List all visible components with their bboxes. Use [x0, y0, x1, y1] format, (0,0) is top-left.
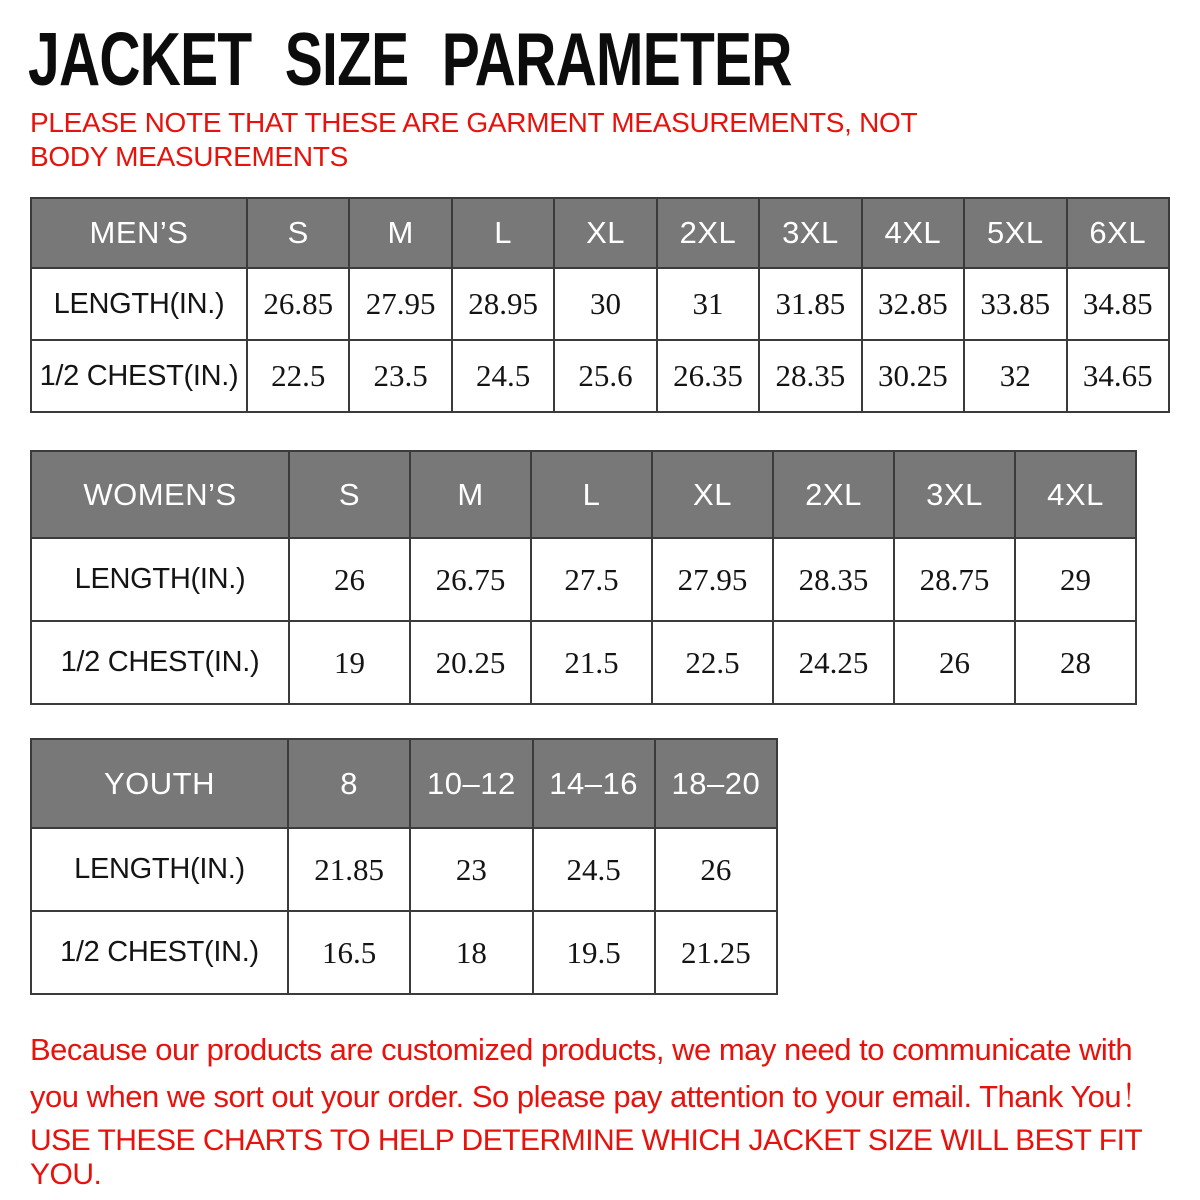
measurement-value-cell: 28.35 [759, 340, 861, 412]
measurement-value-cell: 16.5 [288, 911, 410, 994]
womens-size-table [30, 450, 1137, 705]
measurement-value-cell: 28.75 [894, 538, 1015, 621]
size-column-header-cell: L [531, 451, 652, 538]
page-title: JACKET SIZE PARAMETER [28, 17, 792, 101]
measurement-value-cell: 21.25 [655, 911, 777, 994]
size-column-header-cell: 10–12 [410, 739, 532, 828]
measurement-value-cell: 33.85 [964, 268, 1066, 340]
measurement-value-cell: 27.95 [652, 538, 773, 621]
mens-table-grid [30, 197, 1170, 413]
table-row [31, 911, 777, 994]
measurement-value-cell: 34.65 [1067, 340, 1170, 412]
measurement-value-cell: 24.5 [452, 340, 554, 412]
measurement-value-cell: 31.85 [759, 268, 861, 340]
size-column-header-cell: 2XL [773, 451, 894, 538]
measurement-value-cell: 24.5 [533, 828, 655, 911]
size-column-header-cell: 8 [288, 739, 410, 828]
table-row [31, 538, 1136, 621]
youth-table-title-cell: YOUTH [31, 739, 288, 828]
measurement-value-cell: 34.85 [1067, 268, 1170, 340]
size-column-header-cell: 18–20 [655, 739, 777, 828]
measurement-value-cell: 23 [410, 828, 532, 911]
measurement-value-cell: 27.95 [349, 268, 451, 340]
row-label-cell: 1/2 CHEST(IN.) [31, 621, 289, 704]
mens-size-table [30, 197, 1170, 413]
size-column-header-cell: 6XL [1067, 198, 1170, 268]
womens-table-grid [30, 450, 1137, 705]
table-row [31, 340, 1169, 412]
size-column-header-cell: 4XL [1015, 451, 1136, 538]
measurement-value-cell: 28.95 [452, 268, 554, 340]
row-label-cell: LENGTH(IN.) [31, 828, 288, 911]
measurement-value-cell: 26 [289, 538, 410, 621]
table-row [31, 621, 1136, 704]
measurement-value-cell: 26.75 [410, 538, 531, 621]
measurement-value-cell: 20.25 [410, 621, 531, 704]
size-column-header-cell: XL [554, 198, 656, 268]
size-column-header-cell: 3XL [759, 198, 861, 268]
measurement-value-cell: 32.85 [862, 268, 964, 340]
measurement-value-cell: 21.85 [288, 828, 410, 911]
size-column-header-cell: S [247, 198, 349, 268]
measurement-value-cell: 25.6 [554, 340, 656, 412]
measurement-value-cell: 26.85 [247, 268, 349, 340]
measurement-value-cell: 21.5 [531, 621, 652, 704]
measurement-value-cell: 30.25 [862, 340, 964, 412]
size-column-header-cell: 2XL [657, 198, 759, 268]
row-label-cell: LENGTH(IN.) [31, 538, 289, 621]
measurement-value-cell: 19 [289, 621, 410, 704]
size-column-header-cell: 14–16 [533, 739, 655, 828]
measurement-value-cell: 22.5 [652, 621, 773, 704]
garment-measurement-note: PLEASE NOTE THAT THESE ARE GARMENT MEASUREMENTS, NOT BODY MEASUREMENTS [30, 107, 917, 172]
size-column-header-cell: 3XL [894, 451, 1015, 538]
size-column-header-cell: 4XL [862, 198, 964, 268]
measurement-value-cell: 31 [657, 268, 759, 340]
measurement-value-cell: 26 [894, 621, 1015, 704]
size-column-header-cell: 5XL [964, 198, 1066, 268]
measurement-value-cell: 22.5 [247, 340, 349, 412]
womens-table-title-cell: WOMEN’S [31, 451, 289, 538]
measurement-value-cell: 32 [964, 340, 1066, 412]
custom-order-notice: Because our products are customized products, we may need to communicate with you when we sort out your order. So please pay attention to your email. Thank You！ [30, 1032, 1152, 1114]
size-column-header-cell: L [452, 198, 554, 268]
measurement-value-cell: 23.5 [349, 340, 451, 412]
size-column-header-cell: XL [652, 451, 773, 538]
row-label-cell: LENGTH(IN.) [31, 268, 247, 340]
measurement-value-cell: 30 [554, 268, 656, 340]
row-label-cell: 1/2 CHEST(IN.) [31, 911, 288, 994]
measurement-value-cell: 28 [1015, 621, 1136, 704]
youth-size-table [30, 738, 778, 995]
measurement-value-cell: 28.35 [773, 538, 894, 621]
measurement-value-cell: 24.25 [773, 621, 894, 704]
measurement-value-cell: 18 [410, 911, 532, 994]
measurement-value-cell: 27.5 [531, 538, 652, 621]
youth-table-grid [30, 738, 778, 995]
row-label-cell: 1/2 CHEST(IN.) [31, 340, 247, 412]
measurement-value-cell: 26 [655, 828, 777, 911]
measurement-value-cell: 26.35 [657, 340, 759, 412]
measurement-value-cell: 29 [1015, 538, 1136, 621]
mens-table-title-cell: MEN’S [31, 198, 247, 268]
measurement-value-cell: 19.5 [533, 911, 655, 994]
size-column-header-cell: S [289, 451, 410, 538]
table-row [31, 268, 1169, 340]
chart-usage-instruction: USE THESE CHARTS TO HELP DETERMINE WHICH JACKET SIZE WILL BEST FIT YOU. [30, 1124, 1142, 1191]
table-row [31, 828, 777, 911]
size-column-header-cell: M [410, 451, 531, 538]
size-column-header-cell: M [349, 198, 451, 268]
